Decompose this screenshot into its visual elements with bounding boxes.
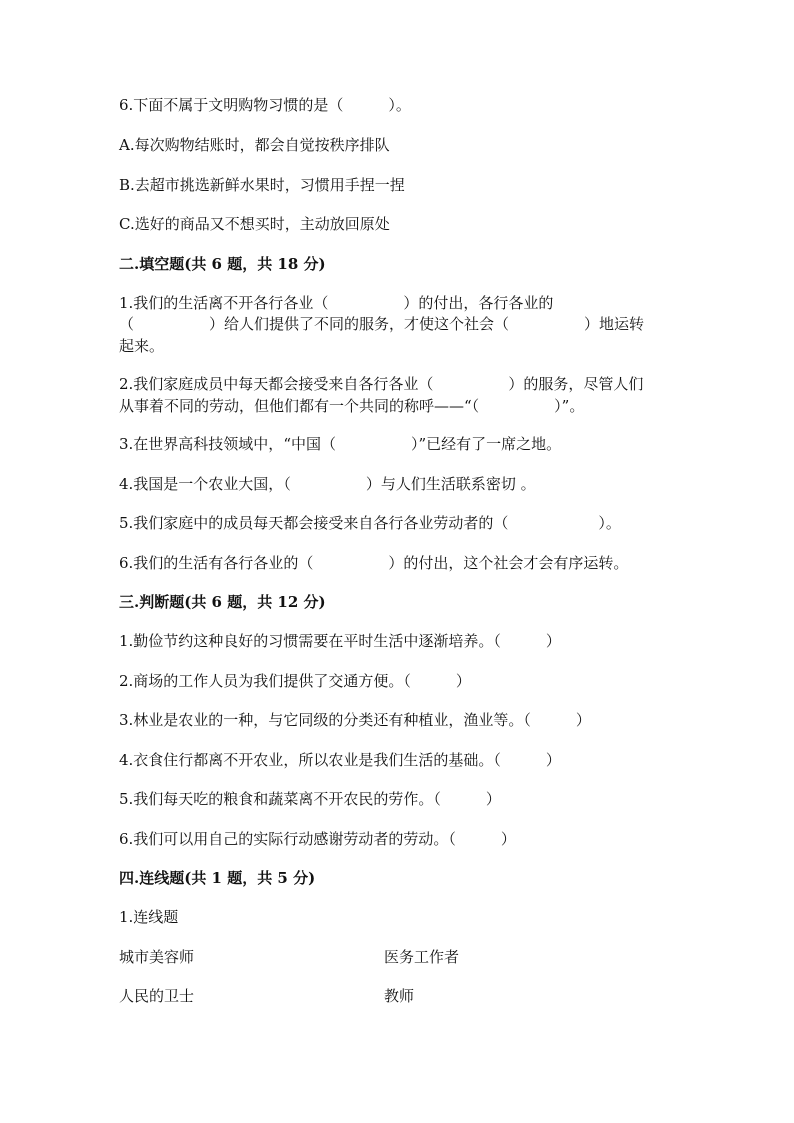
match-section-title: 四.连线题(共 1 题，共 5 分) xyxy=(119,869,316,887)
fill-question-4: 4.我国是一个农业大国，（ ）与人们生活联系密切 。 xyxy=(119,475,536,493)
fill-question-1-line-2: （ ）给人们提供了不同的服务，才使这个社会（ ）地运转 xyxy=(119,315,645,333)
match-left-item-2: 人民的卫士 xyxy=(119,987,195,1005)
fill-question-2-line-1: 2.我们家庭成员中每天都会接受来自各行各业（ ）的服务，尽管人们 xyxy=(119,375,644,393)
mc-question-6: 6.下面不属于文明购物习惯的是（ ）。 xyxy=(119,96,411,114)
fill-question-6: 6.我们的生活有各行各业的（ ）的付出，这个社会才会有序运转。 xyxy=(119,554,629,572)
match-right-item-1: 医务工作者 xyxy=(384,948,460,966)
match-right-item-2: 教师 xyxy=(384,987,415,1005)
mc-option-b: B.去超市挑选新鲜水果时，习惯用手捏一捏 xyxy=(119,176,405,194)
match-left-item-1: 城市美容师 xyxy=(119,948,195,966)
match-question-1: 1.连线题 xyxy=(119,908,179,926)
fill-question-3: 3.在世界高科技领域中，“中国（ ）”已经有了一席之地。 xyxy=(119,435,562,453)
judge-question-3: 3.林业是农业的一种，与它同级的分类还有种植业，渔业等。（ ） xyxy=(119,711,591,729)
fill-question-5: 5.我们家庭中的成员每天都会接受来自各行各业劳动者的（ ）。 xyxy=(119,514,621,532)
judge-question-6: 6.我们可以用自己的实际行动感谢劳动者的劳动。（ ） xyxy=(119,830,516,848)
mc-option-a: A.每次购物结账时，都会自觉按秩序排队 xyxy=(119,136,390,154)
fill-section-title: 二.填空题(共 6 题，共 18 分) xyxy=(119,255,326,273)
judge-question-1: 1.勤俭节约这种良好的习惯需要在平时生活中逐渐培养。（ ） xyxy=(119,632,561,650)
judge-question-2: 2.商场的工作人员为我们提供了交通方便。（ ） xyxy=(119,672,471,690)
fill-question-1-line-1: 1.我们的生活离不开各行各业（ ）的付出，各行各业的 xyxy=(119,294,554,312)
judge-section-title: 三.判断题(共 6 题，共 12 分) xyxy=(119,593,326,611)
fill-question-1-line-3: 起来。 xyxy=(119,337,165,355)
judge-question-4: 4.衣食住行都离不开农业，所以农业是我们生活的基础。（ ） xyxy=(119,751,561,769)
mc-option-c: C.选好的商品又不想买时，主动放回原处 xyxy=(119,215,390,233)
judge-question-5: 5.我们每天吃的粮食和蔬菜离不开农民的劳作。（ ） xyxy=(119,790,501,808)
fill-question-2-line-2: 从事着不同的劳动，但他们都有一个共同的称呼——“（ ）”。 xyxy=(119,397,585,415)
